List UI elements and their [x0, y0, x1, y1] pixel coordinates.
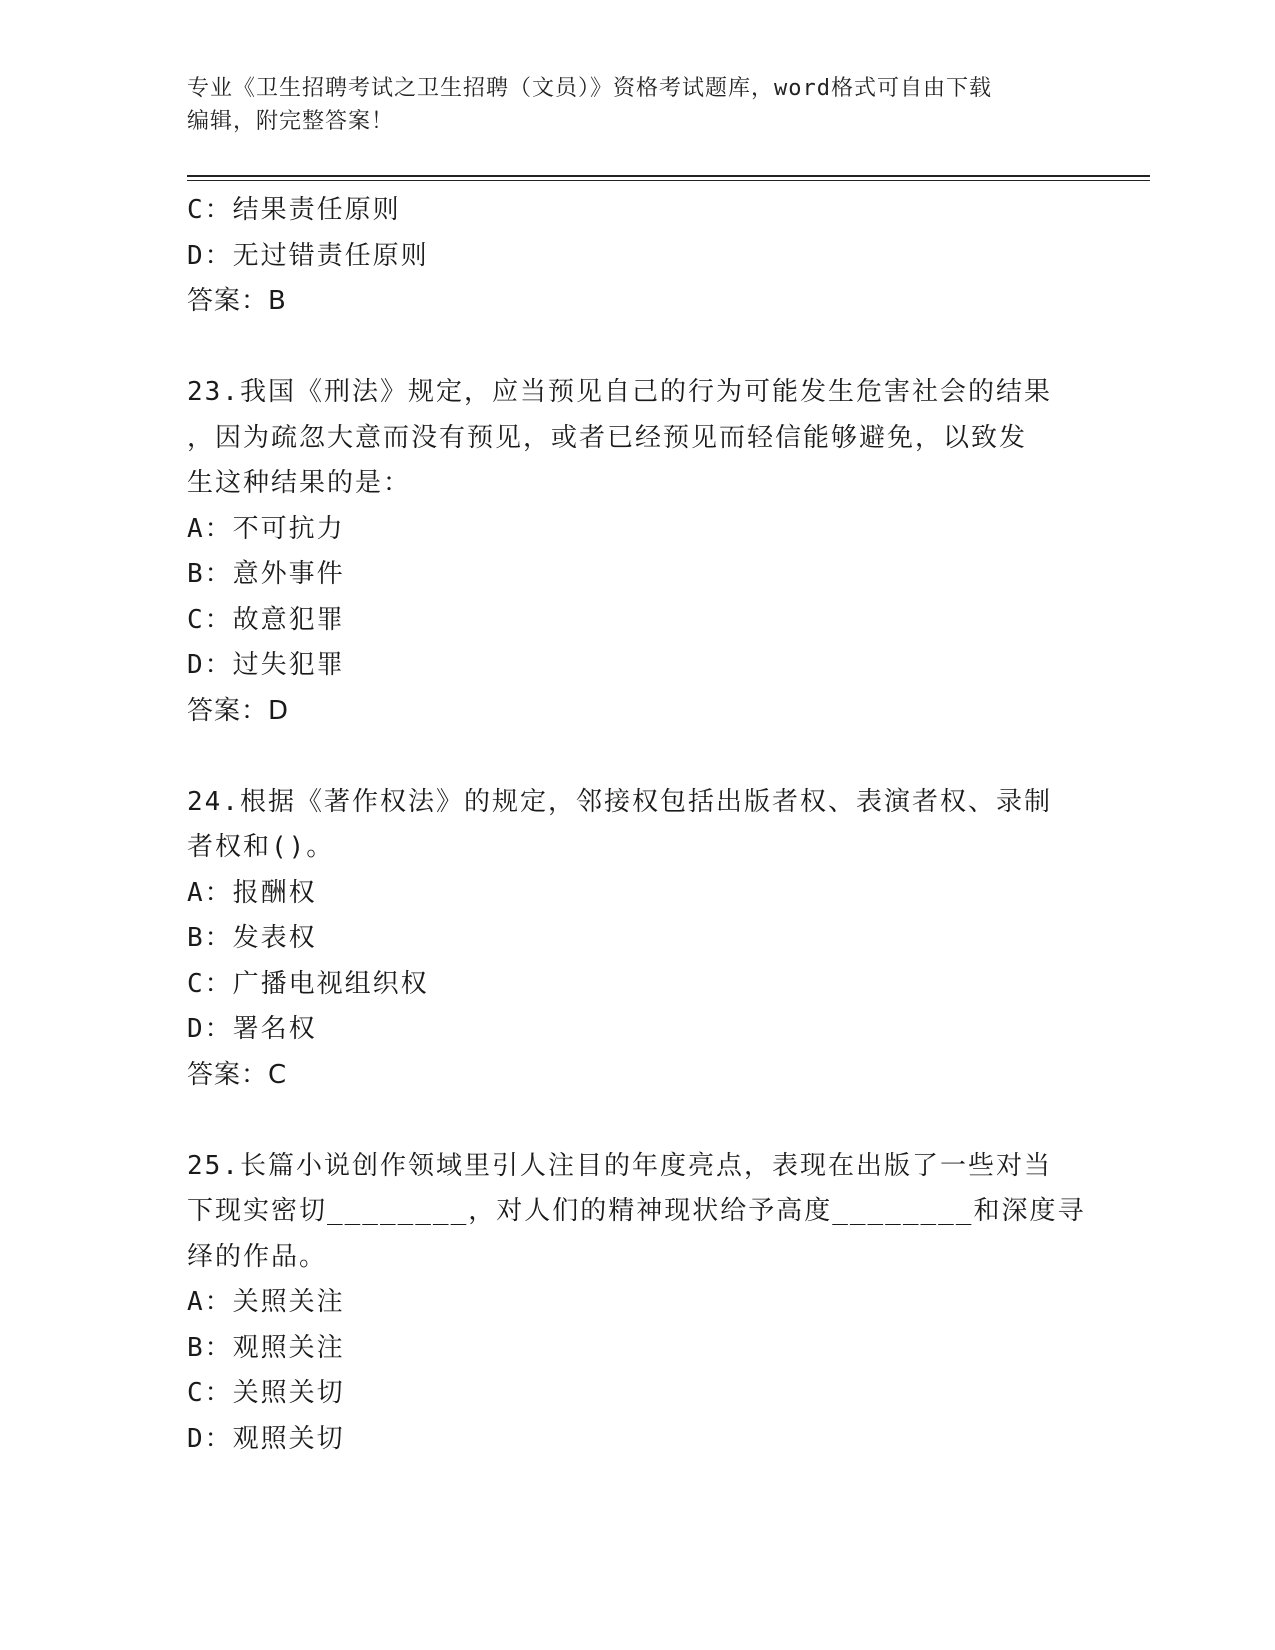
question-text-line: 24.根据《著作权法》的规定，邻接权包括出版者权、表演者权、录制 — [187, 786, 1052, 817]
question-24 — [187, 780, 1067, 1099]
question-23 — [187, 370, 1067, 734]
option-d: D：署名权 — [187, 1014, 317, 1044]
question-text-line: 25.长篇小说创作领域里引人注目的年度亮点，表现在出版了一些对当 — [187, 1150, 1052, 1181]
option-d: D：过失犯罪 — [187, 650, 345, 680]
question-text-line: 23.我国《刑法》规定，应当预见自己的行为可能发生危害社会的结果 — [187, 377, 1052, 407]
option-b: B：观照关注 — [187, 1332, 345, 1363]
option-c: C：关照关切 — [187, 1378, 345, 1408]
header-rule-thin — [187, 180, 1150, 181]
spacer — [187, 734, 1067, 780]
option-a: A：报酬权 — [187, 877, 317, 908]
header-line-2: 编辑，附完整答案！ — [187, 109, 395, 134]
option-c: C：广播电视组织权 — [187, 968, 429, 999]
answer-line: 答案：C — [187, 1059, 288, 1090]
option-b: B：发表权 — [187, 923, 317, 953]
question-25 — [187, 1144, 1086, 1463]
header-rule-thick — [187, 175, 1150, 177]
document-body — [187, 188, 1086, 1462]
spacer — [187, 325, 1067, 371]
page-header — [187, 72, 1067, 138]
answer-line: 答案：D — [187, 695, 290, 726]
option-d: D：观照关切 — [187, 1423, 345, 1454]
answer-line: 答案：B — [187, 286, 287, 316]
option-c: C：故意犯罪 — [187, 604, 345, 635]
continued-question — [187, 188, 1067, 325]
option-a: A：不可抗力 — [187, 513, 345, 544]
question-text-line: ，因为疏忽大意而没有预见，或者已经预见而轻信能够避免，以致发 — [187, 422, 1028, 453]
option-b: B：意外事件 — [187, 559, 345, 589]
header-line-1: 专业《卫生招聘考试之卫生招聘（文员）》资格考试题库，word格式可自由下载 — [187, 76, 992, 101]
option-c: C：结果责任原则 — [187, 195, 401, 225]
option-d: D：无过错责任原则 — [187, 240, 429, 271]
spacer — [187, 1098, 1067, 1144]
option-a: A：关照关注 — [187, 1287, 345, 1317]
question-text-line: 绎的作品。 — [187, 1241, 328, 1272]
question-text-line: 生这种结果的是： — [187, 468, 412, 498]
question-text-line: 下现实密切________，对人们的精神现状给予高度________和深度寻 — [187, 1196, 1086, 1226]
question-text-line: 者权和()。 — [187, 832, 335, 862]
